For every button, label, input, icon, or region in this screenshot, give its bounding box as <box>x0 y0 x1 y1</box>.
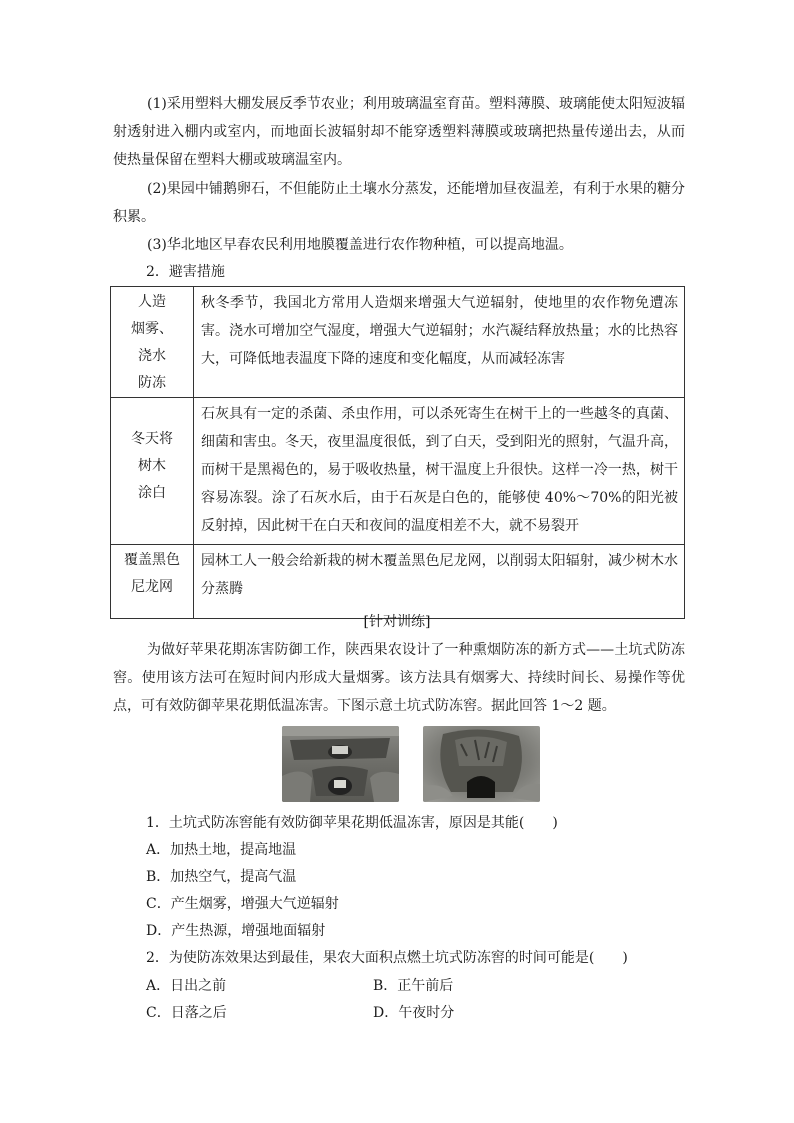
frost-cellar-photo-1 <box>282 726 399 802</box>
measure-name-line: 涂白 <box>138 485 166 501</box>
question-2-option-b: B．正午前后 <box>373 978 454 994</box>
measure-name-cell <box>111 545 194 619</box>
measure-name-line: 树木 <box>138 458 166 474</box>
question-1-option-d: D．产生热源，增强地面辐射 <box>146 923 326 939</box>
measure-name-line: 覆盖黑色 <box>124 552 180 568</box>
question-1-option-a: A．加热土地，提高地温 <box>146 842 297 858</box>
measure-name-line: 人造 <box>138 294 166 310</box>
training-caption: [针对训练] <box>363 614 431 630</box>
frost-cellar-photo-1-image <box>282 726 399 802</box>
measure-description: 石灰具有一定的杀菌、杀虫作用，可以杀死寄生在树干上的一些越冬的真菌、细菌和害虫。冬天，夜里温度很低，到了白天，受到阳光的照射，气温升高，而树干是黑褐色的，易于吸收热量，树干温度上升很快。这样一冷一热，树干容易冻裂。涂了石灰水后，由于石灰是白色的，能够使 40%～70%的阳光被反射掉，因此树干在白天和夜间的温度相差不大，就不易裂开 <box>194 398 685 545</box>
question-2-option-c: C．日落之后 <box>146 1005 227 1021</box>
table-row <box>111 398 685 545</box>
training-intro: 为做好苹果花期冻害防御工作，陕西果农设计了一种熏烟防冻的新方式——土坑式防冻窖。使用该方法可在短时间内形成大量烟雾。该方法具有烟雾大、持续时间长、易操作等优点，可有效防御苹果花期低温冻害。下图示意土坑式防冻窖。据此回答 1～2 题。 <box>113 642 685 714</box>
frost-cellar-photo-2-image <box>423 726 540 802</box>
question-1-option-b: B．加热空气，提高气温 <box>146 869 297 885</box>
table-row <box>111 545 685 619</box>
question-1-stem: 1．土坑式防冻窖能有效防御苹果花期低温冻害，原因是其能( ) <box>146 815 558 831</box>
section-title: 2．避害措施 <box>146 264 225 280</box>
measure-name-line: 烟雾、 <box>131 321 173 337</box>
measure-name-line: 尼龙网 <box>131 579 173 595</box>
question-2-stem: 2．为使防冻效果达到最佳，果农大面积点燃土坑式防冻窖的时间可能是( ) <box>146 950 628 966</box>
paragraph-greenhouse: (1)采用塑料大棚发展反季节农业；利用玻璃温室育苗。塑料薄膜、玻璃能使太阳短波辐射透射进入棚内或室内，而地面长波辐射却不能穿透塑料薄膜或玻璃把热量传递出去，从而使热量保留在塑料大棚或玻璃温室内。 <box>113 96 685 168</box>
paragraph-pebbles: (2)果园中铺鹅卵石，不但能防止土壤水分蒸发，还能增加昼夜温差，有利于水果的糖分积累。 <box>113 181 685 225</box>
measure-name-cell <box>111 287 194 398</box>
question-2-option-d: D．午夜时分 <box>373 1005 455 1021</box>
measure-name-cell <box>111 398 194 545</box>
measure-description: 秋冬季节，我国北方常用人造烟来增强大气逆辐射，使地里的农作物免遭冻害。浇水可增加空气湿度，增强大气逆辐射；水汽凝结释放热量；水的比热容大，可降低地表温度下降的速度和变化幅度，从而减轻冻害 <box>194 287 685 398</box>
measure-name-line: 浇水 <box>138 348 166 364</box>
paragraph-mulch-film: (3)华北地区早春农民利用地膜覆盖进行农作物种植，可以提高地温。 <box>147 237 573 253</box>
measure-description: 园林工人一般会给新栽的树木覆盖黑色尼龙网，以削弱太阳辐射，减少树木水分蒸腾 <box>194 545 685 619</box>
frost-cellar-photo-2 <box>423 726 540 802</box>
question-1-option-c: C．产生烟雾，增强大气逆辐射 <box>146 896 339 912</box>
measures-table <box>110 286 685 619</box>
measure-name-line: 防冻 <box>138 375 166 391</box>
question-2-option-a: A．日出之前 <box>146 978 227 994</box>
table-row <box>111 287 685 398</box>
measure-name-line: 冬天将 <box>131 431 173 447</box>
